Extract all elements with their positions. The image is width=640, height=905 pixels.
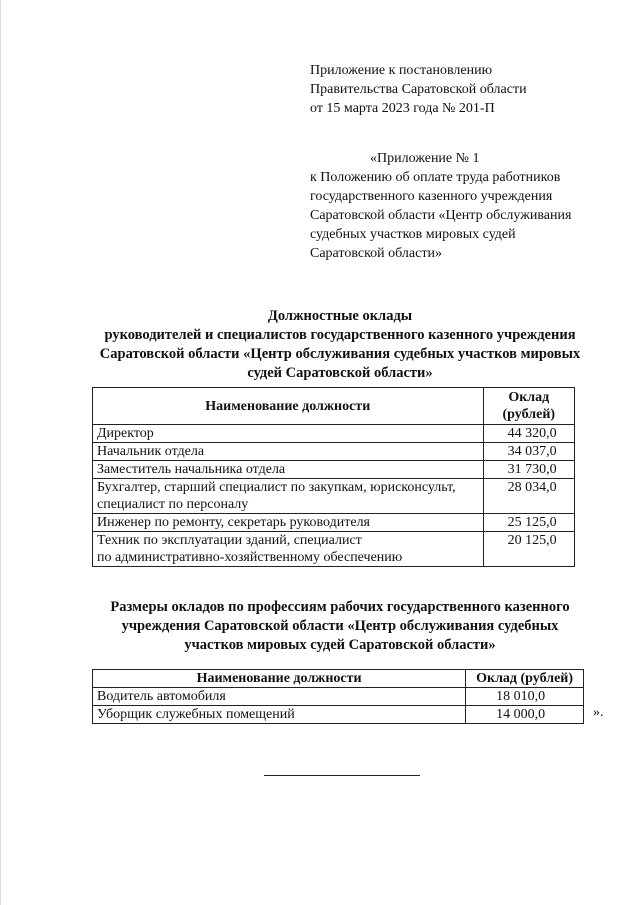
header-salary <box>483 388 574 425</box>
salary-value: 20 125,0 <box>483 532 574 567</box>
section1-title-line: руководителей и специалистов государственного казенного учреждения <box>104 327 576 343</box>
position-name-line: специалист по персоналу <box>97 497 249 512</box>
appendix-1-line: Саратовской области» <box>310 246 442 261</box>
section2-title-line: участков мировых судей Саратовской области» <box>184 637 496 653</box>
salary-value: 31 730,0 <box>483 461 574 479</box>
header-salary-line: (рублей) <box>502 407 556 422</box>
position-name: Водитель автомобиля <box>93 688 466 706</box>
section2-title-line: Размеры окладов по профессиям рабочих государственного казенного <box>110 599 570 615</box>
table-row <box>93 461 575 479</box>
salary-value: 28 034,0 <box>483 479 574 514</box>
appendix-1-line: Саратовской области «Центр обслуживания <box>310 208 572 223</box>
scan-edge <box>0 0 1 905</box>
salary-value: 18 010,0 <box>466 688 584 706</box>
appendix-header-line: Приложение к постановлению <box>310 63 493 78</box>
appendix-1-reference <box>310 149 620 263</box>
appendix-1-line: «Приложение № 1 <box>370 151 480 166</box>
table-row <box>93 532 575 567</box>
salary-value: 44 320,0 <box>483 425 574 443</box>
position-name-line: по административно-хозяйственному обеспечению <box>97 550 403 565</box>
appendix-header-line: от 15 марта 2023 года № 201-П <box>310 101 495 116</box>
position-name: Заместитель начальника отдела <box>93 461 484 479</box>
table-row <box>93 514 575 532</box>
table-row <box>93 443 575 461</box>
appendix-1-line: к Положению об оплате труда работников <box>310 170 561 185</box>
appendix-1-line: государственного казенного учреждения <box>310 189 553 204</box>
position-name-line: Техник по эксплуатации зданий, специалист <box>97 533 362 548</box>
salary-value: 34 037,0 <box>483 443 574 461</box>
salary-value: 14 000,0 <box>466 706 584 724</box>
table-row <box>93 688 584 706</box>
salary-value: 25 125,0 <box>483 514 574 532</box>
appendix-1-line: судебных участков мировых судей <box>310 227 516 242</box>
header-salary-line: Оклад <box>508 390 550 405</box>
appendix-header-line: Правительства Саратовской области <box>310 82 527 97</box>
section2-title-line: учреждения Саратовской области «Центр обслуживания судебных <box>121 618 559 634</box>
position-name <box>93 479 484 514</box>
header-position-name: Наименование должности <box>93 388 484 425</box>
table-row <box>93 479 575 514</box>
closing-quote-mark: ». <box>593 705 604 720</box>
position-name: Уборщик служебных помещений <box>93 706 466 724</box>
table-row <box>93 706 584 724</box>
appendix-header <box>310 61 620 118</box>
section1-title-line: Должностные оклады <box>267 308 413 324</box>
salary-table-workers <box>92 669 584 724</box>
header-position-name: Наименование должности <box>93 670 466 688</box>
position-name <box>93 532 484 567</box>
end-rule-divider <box>264 775 420 776</box>
section1-title <box>60 307 620 383</box>
section1-title-line: Саратовской области «Центр обслуживания судебных участков мировых <box>99 346 581 362</box>
header-salary: Оклад (рублей) <box>466 670 584 688</box>
table-header-row <box>93 388 575 425</box>
salary-table-specialists <box>92 387 575 567</box>
table-header-row <box>93 670 584 688</box>
position-name: Инженер по ремонту, секретарь руководителя <box>93 514 484 532</box>
position-name: Начальник отдела <box>93 443 484 461</box>
table-row <box>93 425 575 443</box>
section1-title-line: судей Саратовской области» <box>247 365 433 381</box>
section2-title <box>60 598 620 655</box>
position-name: Директор <box>93 425 484 443</box>
position-name-line: Бухгалтер, старший специалист по закупкам, юрисконсульт, <box>97 480 456 495</box>
